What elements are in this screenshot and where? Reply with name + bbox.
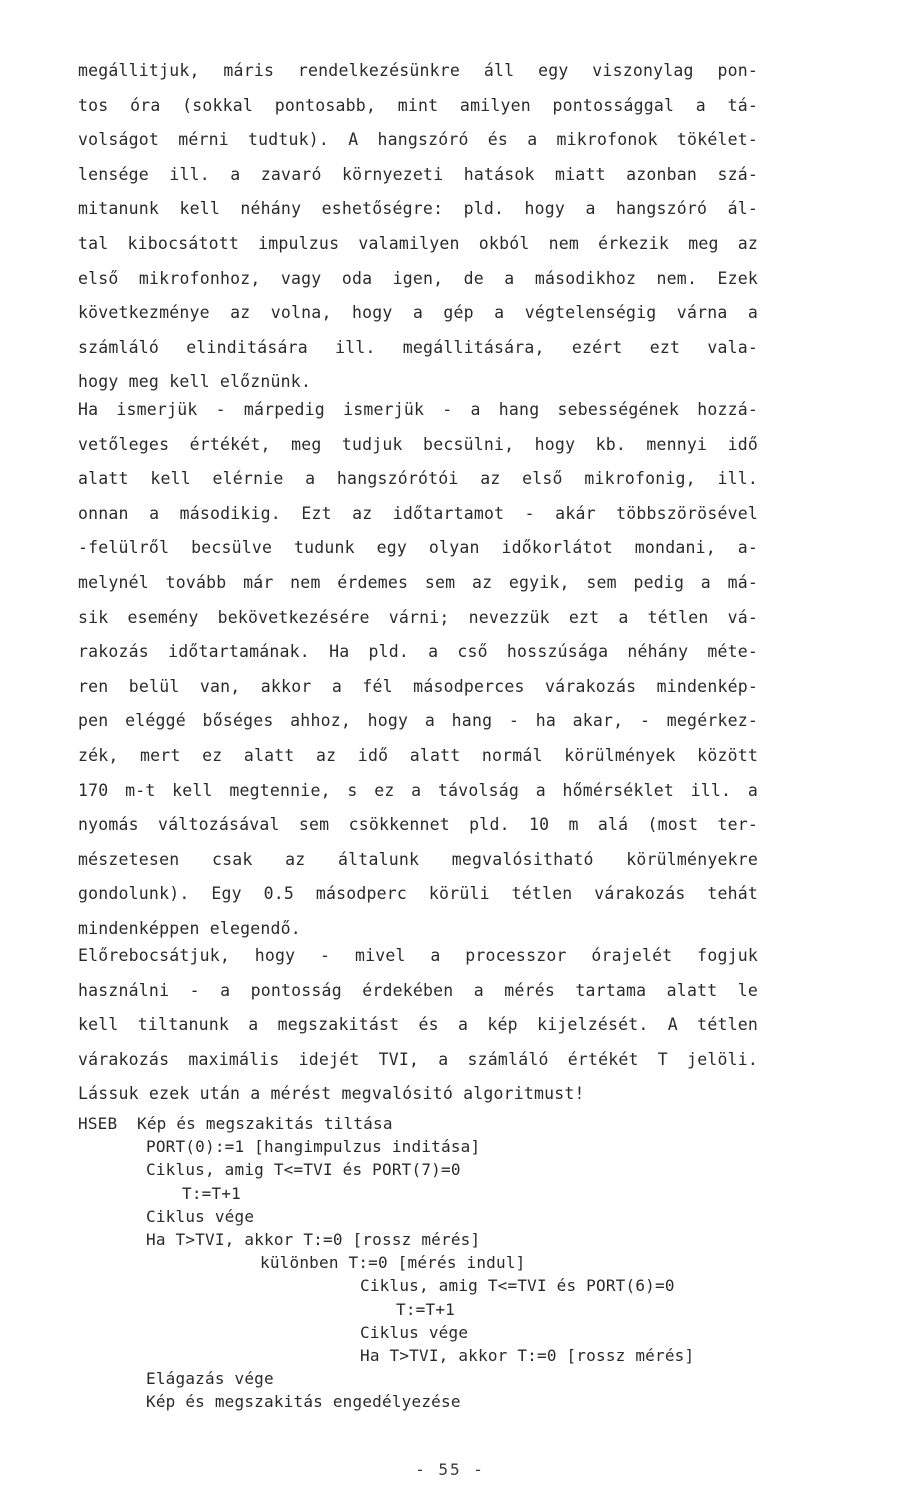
code-line: különben T:=0 [mérés indul] — [260, 1253, 526, 1273]
text-line: nyomás változásával sem csökkennet pld. 10 m alá (most ter- — [78, 815, 758, 835]
text-line: Lássuk ezek után a mérést megvalósitó algoritmust! — [78, 1084, 585, 1104]
code-line: HSEB Kép és megszakitás tiltása — [78, 1114, 393, 1133]
code-line: Ciklus, amig T<=TVI és PORT(6)=0 — [360, 1276, 675, 1296]
code-line: T:=T+1 — [396, 1299, 455, 1319]
text-line: -felülről becsülve tudunk egy olyan időkorlátot mondani, a- — [78, 538, 758, 558]
text-line: várakozás maximális idejét TVI, a számláló értékét T jelöli. — [78, 1049, 758, 1069]
text-line: mitanunk kell néhány eshetőségre: pld. hogy a hangszóró ál- — [78, 199, 758, 219]
paragraph — [78, 54, 758, 400]
code-line: Ciklus vége — [360, 1322, 469, 1342]
text-line: mészetesen csak az általunk megvalósitható körülményekre — [78, 849, 758, 869]
text-line: ren belül van, akkor a fél másodperces várakozás mindenkép- — [78, 676, 758, 696]
text-line: pen eléggé bőséges ahhoz, hogy a hang - ha akar, - megérkez- — [78, 711, 758, 731]
page-number: - 55 - — [415, 1460, 485, 1479]
text-line: sik esemény bekövetkezésére várni; nevezzük ezt a tétlen vá- — [78, 607, 758, 627]
paragraph — [78, 393, 758, 947]
text-line: onnan a másodikig. Ezt az időtartamot - akár többszörösével — [78, 503, 758, 523]
text-line: használni - a pontosság érdekében a mérés tartama alatt le — [78, 980, 758, 1000]
text-line: gondolunk). Egy 0.5 másodperc körüli tétlen várakozás tehát — [78, 884, 758, 904]
text-line: megállitjuk, máris rendelkezésünkre áll egy viszonylag pon- — [78, 61, 758, 80]
text-line: volságot mérni tudtuk). A hangszóró és a mikrofonok tökélet- — [78, 130, 758, 150]
code-line: Ha T>TVI, akkor T:=0 [rossz mérés] — [146, 1229, 481, 1249]
text-line: Ha ismerjük - márpedig ismerjük - a hang sebességének hozzá- — [78, 400, 758, 419]
text-line: következménye az volna, hogy a gép a végtelenségig várna a — [78, 303, 758, 323]
code-line: Ha T>TVI, akkor T:=0 [rossz mérés] — [360, 1345, 695, 1365]
text-line: tos óra (sokkal pontosabb, mint amilyen pontossággal a tá- — [78, 95, 758, 115]
text-line: tal kibocsátott impulzus valamilyen okból nem érkezik meg az — [78, 233, 758, 253]
code-line: Elágazás vége — [146, 1369, 274, 1389]
text-line: melynél tovább már nem érdemes sem az egyik, sem pedig a má- — [78, 572, 758, 592]
text-line: hogy meg kell előznünk. — [78, 372, 312, 392]
text-line: mindenképpen elegendő. — [78, 918, 301, 938]
text-line: zék, mert ez alatt az idő alatt normál körülmények között — [78, 745, 758, 765]
text-line: vetőleges értékét, meg tudjuk becsülni, hogy kb. mennyi idő — [78, 434, 758, 454]
algorithm-listing — [78, 1112, 694, 1413]
text-line: lensége ill. a zavaró környezeti hatások miatt azonban szá- — [78, 164, 758, 184]
text-line: 170 m-t kell megtennie, s ez a távolság a hőmérséklet ill. a — [78, 780, 758, 800]
code-line: Kép és megszakitás engedélyezése — [146, 1392, 461, 1412]
text-line: Előrebocsátjuk, hogy - mivel a processzor órajelét fogjuk — [78, 946, 758, 965]
text-line: számláló elinditására ill. megállitására, ezért ezt vala- — [78, 337, 758, 357]
text-line: alatt kell elérnie a hangszórótói az első mikrofonig, ill. — [78, 469, 758, 489]
text-line: első mikrofonhoz, vagy oda igen, de a másodikhoz nem. Ezek — [78, 268, 758, 288]
text-line: kell tiltanunk a megszakitást és a kép kijelzését. A tétlen — [78, 1015, 758, 1035]
text-line: rakozás időtartamának. Ha pld. a cső hosszúsága néhány méte- — [78, 642, 758, 662]
code-line: PORT(0):=1 [hangimpulzus inditása] — [146, 1137, 481, 1157]
paragraph — [78, 939, 758, 1112]
code-line: T:=T+1 — [182, 1183, 241, 1203]
code-line: Ciklus, amig T<=TVI és PORT(7)=0 — [146, 1160, 461, 1180]
code-line: Ciklus vége — [146, 1206, 255, 1226]
